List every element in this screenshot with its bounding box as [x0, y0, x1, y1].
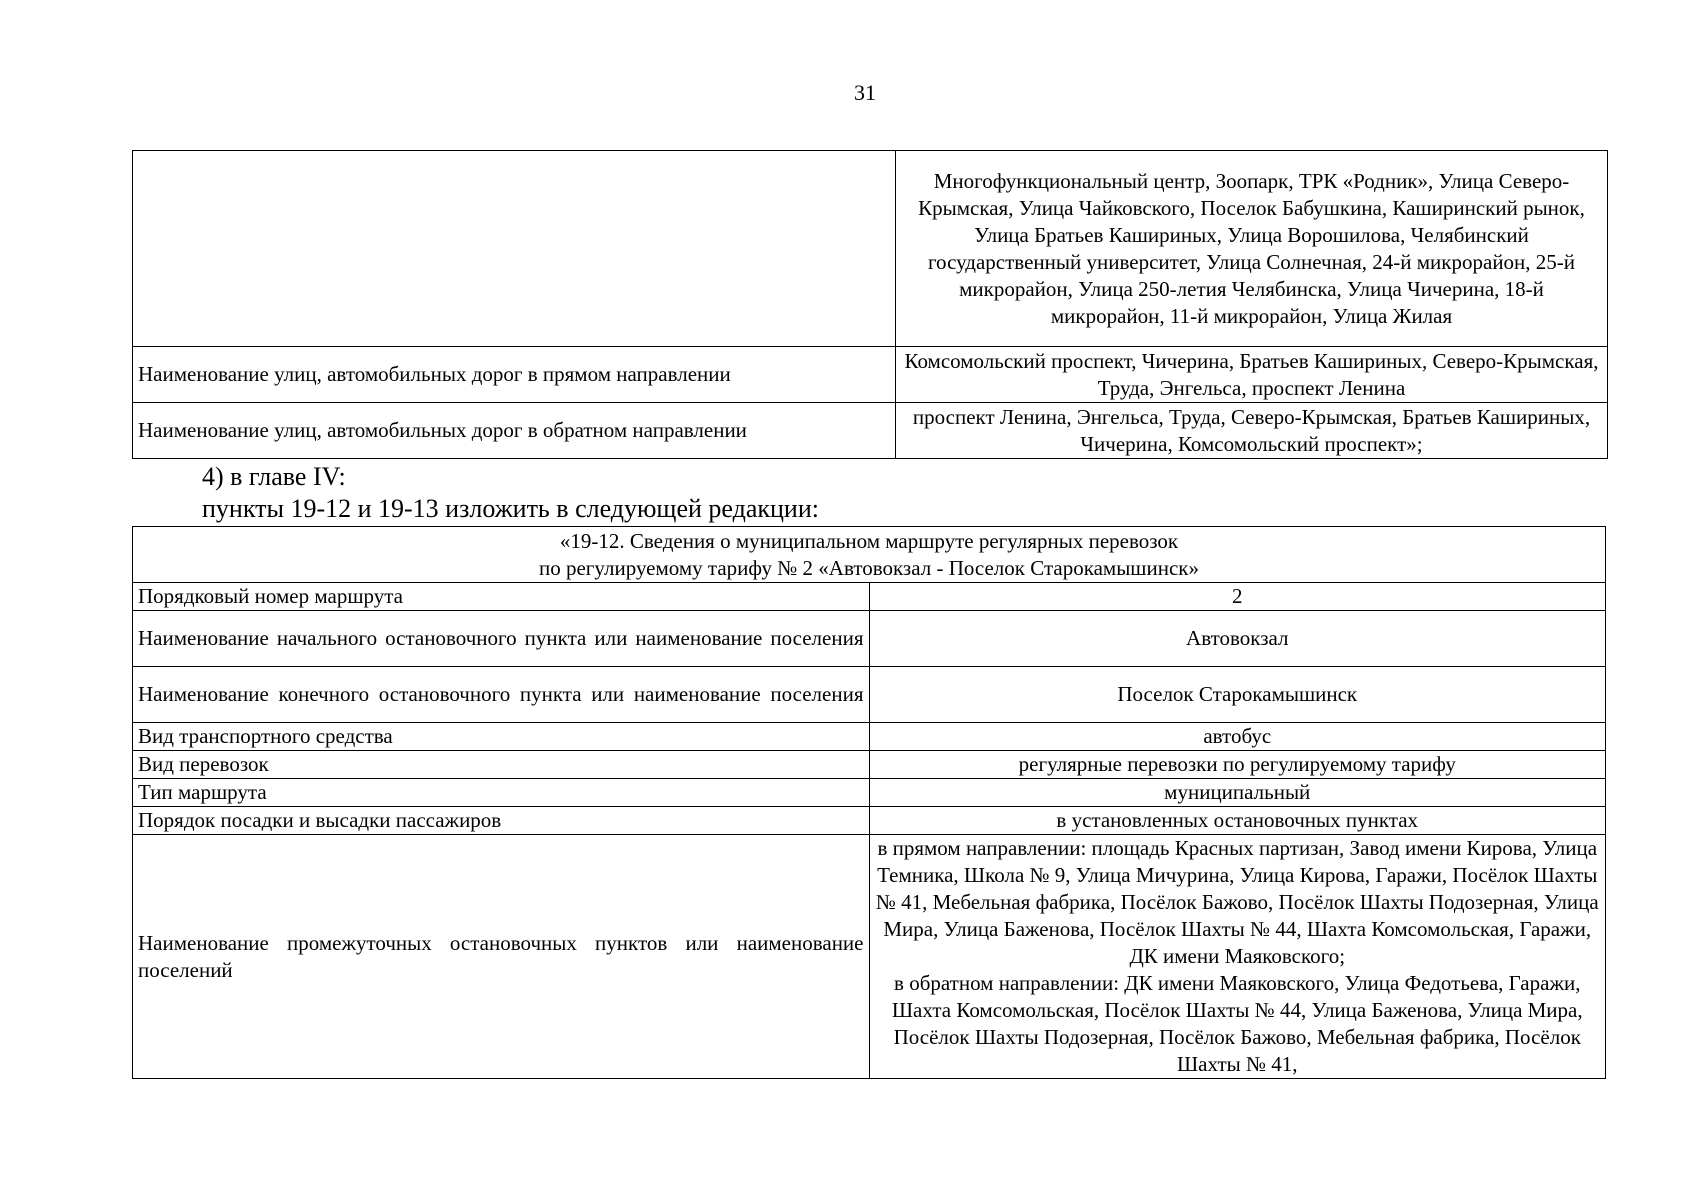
reverse-streets-label: Наименование улиц, автомобильных дорог в обратном направлении	[133, 403, 896, 459]
table-row	[133, 527, 1606, 583]
page-number: 31	[854, 80, 876, 105]
table-row	[133, 403, 1608, 459]
start-stop-label: Наименование начального остановочного пункта или наименование поселения	[133, 611, 870, 667]
intermediate-stops-reverse: в обратном направлении: ДК имени Маяковского, Улица Федотьева, Гаражи, Шахта Комсомольская, Посёлок Шахты № 44, Улица Баженова, Улица Мира, Посёлок Шахты Подозерная, Посёлок Бажово, Мебельная фабрика, Посёлок Шахты № 41,	[891, 971, 1583, 1076]
vehicle-type-value: автобус	[869, 723, 1606, 751]
table-row	[133, 723, 1606, 751]
table-row	[133, 347, 1608, 403]
boarding-order-label: Порядок посадки и высадки пассажиров	[133, 807, 870, 835]
route-type-value: муниципальный	[869, 779, 1606, 807]
forward-streets-value: Комсомольский проспект, Чичерина, Братьев Кашириных, Северо-Крымская, Труда, Энгельса, проспект Ленина	[896, 347, 1608, 403]
transport-type-value: регулярные перевозки по регулируемому тарифу	[869, 751, 1606, 779]
empty-label-cell	[133, 151, 896, 347]
start-stop-value: Автовокзал	[869, 611, 1606, 667]
route-number-value: 2	[869, 583, 1606, 611]
vehicle-type-label: Вид транспортного средства	[133, 723, 870, 751]
table-row	[133, 151, 1608, 347]
points-amendment-line: пункты 19-12 и 19-13 изложить в следующей редакции:	[202, 494, 819, 523]
route-table-caption	[133, 527, 1606, 583]
caption-line-2: по регулируемому тарифу № 2 «Автовокзал - Поселок Старокамышинск»	[539, 555, 1199, 580]
intermediate-stops-label: Наименование промежуточных остановочных пунктов или наименование поселений	[133, 835, 870, 1079]
intermediate-stops-forward: в прямом направлении: площадь Красных партизан, Завод имени Кирова, Улица Темника, Школа № 9, Улица Мичурина, Улица Кирова, Гаражи, Посёлок Шахты № 41, Мебельная фабрика, Посёлок Бажово, Посёлок Шахты Подозерная, Улица Мира, Улица Баженова, Посёлок Шахты № 44, Шахта Комсомольская, Гаражи, ДК имени Маяковского;	[875, 836, 1599, 968]
top-table	[132, 150, 1608, 459]
table-row	[133, 583, 1606, 611]
reverse-streets-value: проспект Ленина, Энгельса, Труда, Северо-Крымская, Братьев Кашириных, Чичерина, Комсомольский проспект»;	[896, 403, 1608, 459]
table-row	[133, 779, 1606, 807]
table-row	[133, 667, 1606, 723]
caption-line-1: «19-12. Сведения о муниципальном маршруте регулярных перевозок	[559, 528, 1179, 553]
route-number-label: Порядковый номер маршрута	[133, 583, 870, 611]
stops-continued-cell: Многофункциональный центр, Зоопарк, ТРК «Родник», Улица Северо-Крымская, Улица Чайковского, Поселок Бабушкина, Каширинский рынок, Улица Братьев Кашириных, Улица Ворошилова, Челябинский государственный университет, Улица Солнечная, 24-й микрорайон, 25-й микрорайон, Улица 250-летия Челябинска, Улица Чичерина, 18-й микрорайон, 11-й микрорайон, Улица Жилая	[896, 151, 1608, 347]
end-stop-value: Поселок Старокамышинск	[869, 667, 1606, 723]
table-row	[133, 807, 1606, 835]
end-stop-label: Наименование конечного остановочного пункта или наименование поселения	[133, 667, 870, 723]
table-row	[133, 751, 1606, 779]
route-type-label: Тип маршрута	[133, 779, 870, 807]
boarding-order-value: в установленных остановочных пунктах	[869, 807, 1606, 835]
table-row	[133, 611, 1606, 667]
intermediate-stops-value	[869, 835, 1606, 1079]
table-row	[133, 835, 1606, 1079]
transport-type-label: Вид перевозок	[133, 751, 870, 779]
forward-streets-label: Наименование улиц, автомобильных дорог в прямом направлении	[133, 347, 896, 403]
chapter-amendment-line: 4) в главе IV:	[202, 462, 346, 491]
route-table	[132, 526, 1606, 1079]
